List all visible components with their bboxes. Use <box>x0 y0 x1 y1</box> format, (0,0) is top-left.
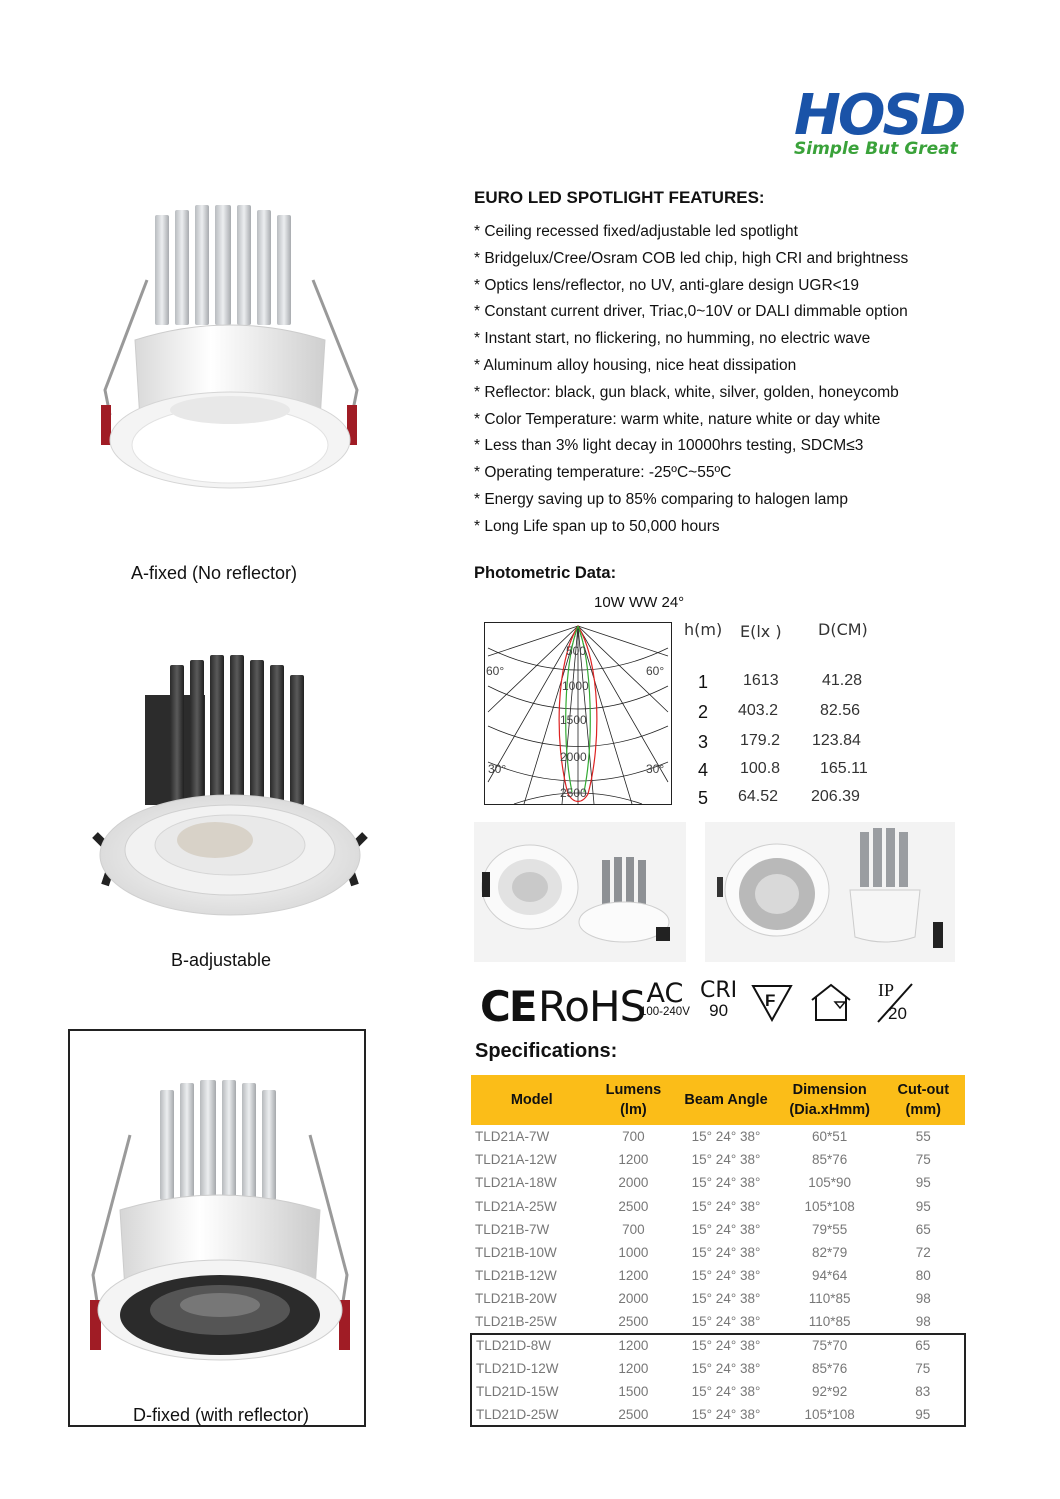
specifications-table <box>470 1075 966 1427</box>
header-dimension: Dimension (Dia.xHmm) <box>778 1075 882 1125</box>
feature-item: * Aluminum alloy housing, nice heat dissipation <box>474 356 797 374</box>
cell-lumens: 1200 <box>593 1334 675 1357</box>
specifications-title: Specifications: <box>475 1040 618 1062</box>
cell-beam-angle: 15° 24° 38° <box>691 1221 761 1237</box>
product-a-image <box>95 200 365 500</box>
feature-item: * Bridgelux/Cree/Osram COB led chip, high CRI and brightness <box>474 249 909 267</box>
cell-lumens: 1200 <box>618 1152 649 1168</box>
cell-h: 3 <box>698 732 709 752</box>
cell-lumens: 2500 <box>618 1314 649 1330</box>
cell-model: TLD21D-8W <box>471 1334 593 1357</box>
cell-d: 82.56 <box>820 702 861 719</box>
product-photo-pair-2 <box>705 822 955 962</box>
photometric-header-h: h(m) <box>684 620 723 639</box>
photometric-title: Photometric Data: <box>474 564 617 582</box>
cell-dimension: 110*85 <box>808 1314 851 1330</box>
cell-dimension: 85*76 <box>812 1152 848 1168</box>
table-row <box>471 1334 965 1357</box>
cri-value: 90 <box>709 1001 729 1020</box>
cell-beam-angle: 15° 24° 38° <box>691 1152 761 1168</box>
cell-dimension: 110*85 <box>808 1291 851 1307</box>
product-photo-pair-1 <box>474 822 686 962</box>
ac-mark <box>640 980 690 1019</box>
product-a-caption: A-fixed (No reflector) <box>131 563 298 583</box>
cri-label: CRI <box>700 978 738 1003</box>
table-row <box>471 1241 965 1264</box>
table-row <box>471 1311 965 1334</box>
cell-dimension: 82*79 <box>812 1245 848 1261</box>
cell-beam-angle: 15° 24° 38° <box>691 1129 761 1145</box>
feature-item: * Less than 3% light decay in 10000hrs testing, SDCM≤3 <box>474 437 864 455</box>
product-d-caption: D-fixed (with reflector) <box>133 1405 310 1425</box>
cell-d: 165.11 <box>820 760 868 777</box>
cell-e: 64.52 <box>738 788 779 805</box>
cell-model: TLD21D-25W <box>471 1403 593 1426</box>
cell-beam-angle: 15° 24° 38° <box>691 1245 761 1261</box>
feature-item: * Constant current driver, Triac,0~10V or DALI dimmable option <box>474 303 908 321</box>
cell-beam-angle: 15° 24° 38° <box>691 1314 761 1330</box>
table-row <box>471 1287 965 1310</box>
cell-h: 5 <box>698 788 709 808</box>
polar-ring-label: 500 <box>566 644 587 658</box>
cell-lumens: 700 <box>622 1129 645 1145</box>
f-mark-letter: F <box>765 991 776 1010</box>
cell-beam-angle: 15° 24° 38° <box>691 1360 761 1376</box>
ce-mark: CE <box>480 982 536 1031</box>
cell-h: 1 <box>698 672 709 692</box>
brand-logo <box>790 83 964 165</box>
cell-dimension: 79*55 <box>812 1221 848 1237</box>
photometric-header-d: D(CM) <box>818 620 868 639</box>
cell-cutout: 95 <box>915 1198 931 1214</box>
polar-ring-label: 1500 <box>560 713 587 727</box>
table-row <box>471 1171 965 1194</box>
cell-cutout: 75 <box>882 1357 965 1380</box>
table-row <box>471 1195 965 1218</box>
cell-beam-angle: 15° 24° 38° <box>674 1334 778 1357</box>
cell-e: 1613 <box>743 672 779 689</box>
cell-model: TLD21B-10W <box>475 1245 557 1261</box>
feature-item: * Instant start, no flickering, no humming, no electric wave <box>474 330 871 348</box>
cell-dimension: 105*108 <box>778 1403 882 1426</box>
cell-cutout: 75 <box>915 1152 931 1168</box>
feature-item: * Energy saving up to 85% comparing to halogen lamp <box>474 490 848 508</box>
header-beam-angle: Beam Angle <box>674 1075 778 1125</box>
table-row <box>471 1403 965 1426</box>
polar-angle-label: 60° <box>646 664 665 678</box>
cell-model: TLD21B-7W <box>475 1221 550 1237</box>
cell-lumens: 1000 <box>618 1245 649 1261</box>
cell-model: TLD21A-7W <box>475 1129 550 1145</box>
cell-cutout: 55 <box>915 1129 931 1145</box>
polar-angle-label: 30° <box>488 762 507 776</box>
cell-cutout: 65 <box>882 1334 965 1357</box>
cell-model: TLD21B-25W <box>475 1314 557 1330</box>
polar-ring-label: 2000 <box>560 750 587 764</box>
cell-cutout: 83 <box>882 1380 965 1403</box>
cell-cutout: 72 <box>915 1245 931 1261</box>
cell-dimension: 75*70 <box>778 1334 882 1357</box>
feature-item: * Optics lens/reflector, no UV, anti-glare design UGR<19 <box>474 276 859 294</box>
cell-lumens: 1200 <box>618 1268 649 1284</box>
polar-angle-label: 30° <box>646 762 665 776</box>
table-row <box>471 1218 965 1241</box>
table-row <box>471 1125 965 1148</box>
polar-diagram <box>484 622 672 805</box>
cell-lumens: 2500 <box>618 1198 649 1214</box>
feature-item: * Color Temperature: warm white, nature white or day white <box>474 410 881 428</box>
cell-lumens: 1500 <box>618 1384 649 1400</box>
cell-dimension: 105*108 <box>804 1198 855 1214</box>
cell-model: TLD21B-20W <box>475 1291 557 1307</box>
house-mount-icon <box>809 982 855 1022</box>
cell-beam-angle: 15° 24° 38° <box>674 1403 778 1426</box>
cell-dimension: 94*64 <box>812 1268 848 1284</box>
polar-ring-label: 2500 <box>560 786 587 800</box>
feature-item: * Operating temperature: -25ºC~55ºC <box>474 464 732 482</box>
cell-cutout: 98 <box>915 1314 931 1330</box>
feature-item: * Long Life span up to 50,000 hours <box>474 517 720 535</box>
cell-dimension: 92*92 <box>812 1384 848 1400</box>
photometric-header-e: E(lx ) <box>740 622 782 641</box>
f-mark-icon <box>751 982 793 1022</box>
product-b-image <box>85 655 375 925</box>
feature-item: * Ceiling recessed fixed/adjustable led spotlight <box>474 223 798 240</box>
cell-model: TLD21A-12W <box>475 1152 557 1168</box>
table-row <box>471 1357 965 1380</box>
cell-cutout: 80 <box>915 1268 931 1284</box>
cell-dimension: 85*76 <box>812 1360 848 1376</box>
cell-d: 206.39 <box>811 788 860 805</box>
table-row <box>471 1380 965 1403</box>
cell-d: 41.28 <box>822 672 863 689</box>
cell-lumens: 2000 <box>618 1175 649 1191</box>
logo-wordmark: HOSD <box>794 83 964 148</box>
cell-model: TLD21A-25W <box>475 1198 557 1214</box>
cell-cutout: 95 <box>882 1403 965 1426</box>
features-list <box>474 219 908 541</box>
cell-lumens: 2500 <box>593 1403 675 1426</box>
table-header-row <box>471 1075 965 1125</box>
product-d-image <box>85 1075 355 1380</box>
cell-beam-angle: 15° 24° 38° <box>691 1198 761 1214</box>
ip-value: 20 <box>888 1004 907 1023</box>
cell-model: TLD21D-15W <box>471 1380 593 1403</box>
cell-beam-angle: 15° 24° 38° <box>691 1175 761 1191</box>
cell-dimension: 105*90 <box>808 1175 852 1191</box>
photometric-subtitle: 10W WW 24° <box>594 594 685 611</box>
cell-model: TLD21D-12W <box>471 1357 593 1380</box>
cell-h: 4 <box>698 760 709 780</box>
cell-cutout: 98 <box>915 1291 931 1307</box>
ip-label: IP <box>878 980 895 1000</box>
product-b-caption: B-adjustable <box>171 950 272 970</box>
header-lumens: Lumens (lm) <box>593 1075 675 1125</box>
cell-dimension: 60*51 <box>812 1129 848 1145</box>
cell-model: TLD21A-18W <box>475 1175 557 1191</box>
cell-cutout: 65 <box>915 1221 931 1237</box>
cell-d: 123.84 <box>812 732 861 749</box>
table-row <box>471 1264 965 1287</box>
cell-e: 100.8 <box>740 760 781 777</box>
features-title: EURO LED SPOTLIGHT FEATURES: <box>474 188 765 207</box>
feature-item: * Reflector: black, gun black, white, silver, golden, honeycomb <box>474 383 899 401</box>
certification-marks <box>480 980 920 1030</box>
logo-tagline: Simple But Great <box>794 139 958 159</box>
cell-h: 2 <box>698 702 709 722</box>
cell-e: 403.2 <box>738 702 779 719</box>
header-model: Model <box>471 1075 593 1125</box>
polar-angle-label: 60° <box>486 664 505 678</box>
polar-ring-label: 1000 <box>562 679 589 693</box>
cell-lumens: 2000 <box>618 1291 649 1307</box>
cell-beam-angle: 15° 24° 38° <box>691 1291 761 1307</box>
table-row <box>471 1148 965 1171</box>
cell-model: TLD21B-12W <box>475 1268 557 1284</box>
ac-range: 100-240V <box>640 1006 690 1018</box>
header-cutout: Cut-out (mm) <box>882 1075 965 1125</box>
ac-label: AC <box>646 978 684 1009</box>
cell-lumens: 700 <box>622 1221 645 1237</box>
cell-beam-angle: 15° 24° 38° <box>691 1384 761 1400</box>
ip-rating-mark <box>876 982 916 1029</box>
cri-mark <box>700 980 737 1019</box>
cell-cutout: 95 <box>915 1175 931 1191</box>
cell-lumens: 1200 <box>618 1360 649 1376</box>
cell-e: 179.2 <box>740 732 781 749</box>
cell-beam-angle: 15° 24° 38° <box>691 1268 761 1284</box>
rohs-mark: RoHS <box>538 982 646 1031</box>
